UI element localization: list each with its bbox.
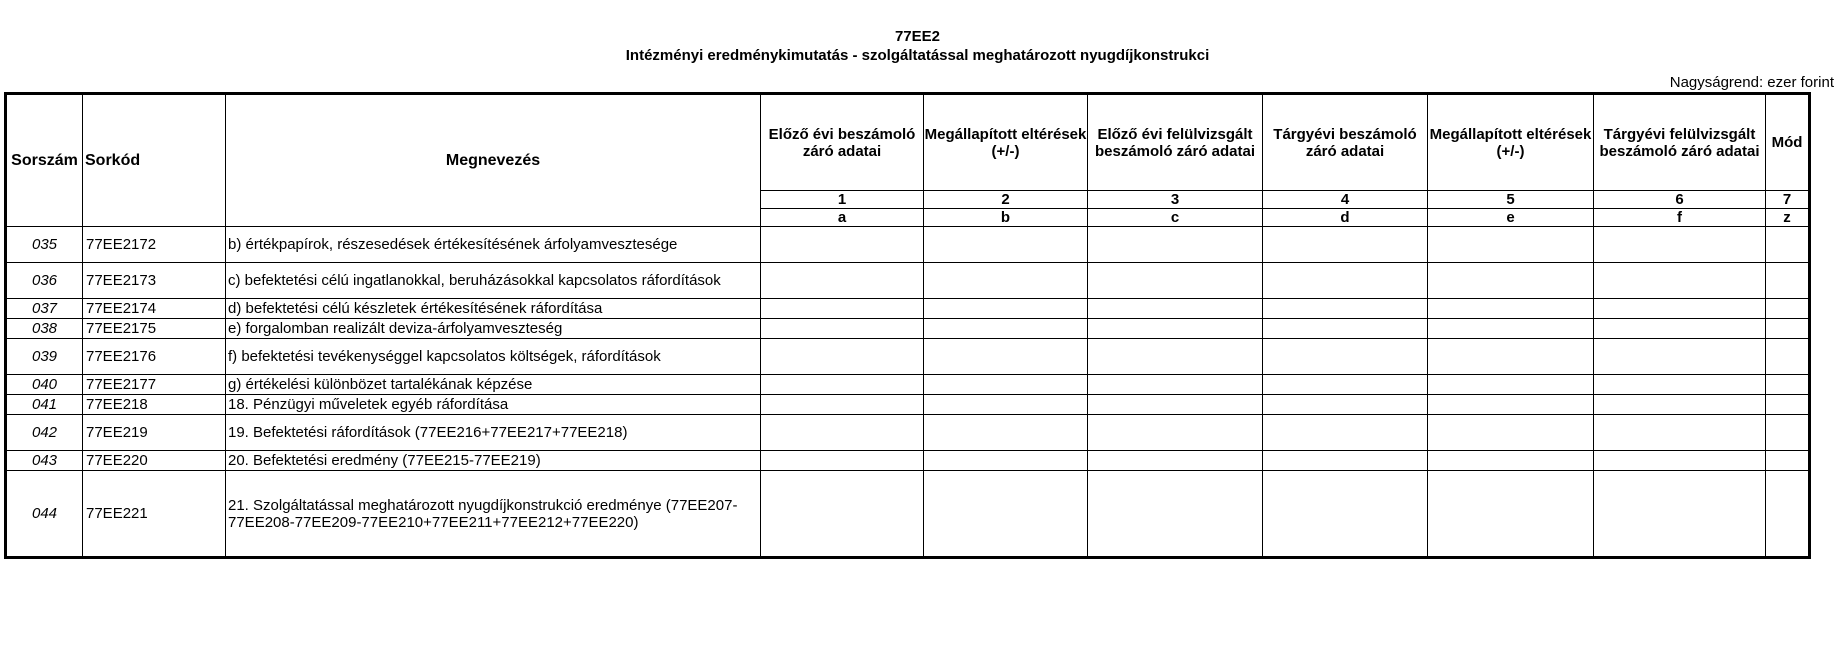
cell-f[interactable] <box>1594 395 1766 415</box>
col-number: 5 <box>1428 191 1594 209</box>
table-row <box>6 299 1810 319</box>
cell-z[interactable] <box>1766 451 1810 471</box>
header-col-4: Tárgyévi beszámoló záró adatai <box>1263 94 1428 191</box>
cell-a[interactable] <box>761 227 924 263</box>
row-megnevezes: 20. Befektetési eredmény (77EE215-77EE219) <box>226 451 761 471</box>
header-col-3: Előző évi felülvizsgált beszámoló záró adatai <box>1088 94 1263 191</box>
cell-c[interactable] <box>1088 319 1263 339</box>
cell-e[interactable] <box>1428 451 1594 471</box>
cell-a[interactable] <box>761 263 924 299</box>
cell-a[interactable] <box>761 451 924 471</box>
cell-c[interactable] <box>1088 339 1263 375</box>
cell-d[interactable] <box>1263 319 1428 339</box>
col-number: 7 <box>1766 191 1810 209</box>
row-sorszam: 036 <box>6 263 83 299</box>
cell-b[interactable] <box>924 299 1088 319</box>
cell-e[interactable] <box>1428 471 1594 558</box>
cell-z[interactable] <box>1766 471 1810 558</box>
cell-b[interactable] <box>924 227 1088 263</box>
cell-z[interactable] <box>1766 299 1810 319</box>
col-letter: c <box>1088 209 1263 227</box>
cell-d[interactable] <box>1263 339 1428 375</box>
row-megnevezes: b) értékpapírok, részesedések értékesítésének árfolyamvesztesége <box>226 227 761 263</box>
row-megnevezes: 21. Szolgáltatással meghatározott nyugdíjkonstrukció eredménye (77EE207-77EE208-77EE209-77EE210+77EE211+77EE212+77EE220) <box>226 471 761 558</box>
row-sorszam: 041 <box>6 395 83 415</box>
cell-f[interactable] <box>1594 415 1766 451</box>
row-sorszam: 043 <box>6 451 83 471</box>
row-megnevezes: c) befektetési célú ingatlanokkal, beruházásokkal kapcsolatos ráfordítások <box>226 263 761 299</box>
cell-c[interactable] <box>1088 227 1263 263</box>
col-letter: e <box>1428 209 1594 227</box>
row-megnevezes: f) befektetési tevékenységgel kapcsolatos költségek, ráfordítások <box>226 339 761 375</box>
cell-e[interactable] <box>1428 299 1594 319</box>
cell-b[interactable] <box>924 415 1088 451</box>
cell-z[interactable] <box>1766 263 1810 299</box>
cell-c[interactable] <box>1088 451 1263 471</box>
row-megnevezes: d) befektetési célú készletek értékesítésének ráfordítása <box>226 299 761 319</box>
cell-e[interactable] <box>1428 227 1594 263</box>
cell-f[interactable] <box>1594 451 1766 471</box>
header-sorkod: Sorkód <box>83 94 226 227</box>
cell-z[interactable] <box>1766 415 1810 451</box>
cell-f[interactable] <box>1594 319 1766 339</box>
col-number: 1 <box>761 191 924 209</box>
cell-f[interactable] <box>1594 299 1766 319</box>
cell-c[interactable] <box>1088 415 1263 451</box>
row-sorszam: 037 <box>6 299 83 319</box>
row-sorkod: 77EE2173 <box>83 263 226 299</box>
table-row <box>6 319 1810 339</box>
table-row <box>6 471 1810 558</box>
row-megnevezes: e) forgalomban realizált deviza-árfolyamveszteség <box>226 319 761 339</box>
cell-a[interactable] <box>761 415 924 451</box>
table-row <box>6 375 1810 395</box>
cell-e[interactable] <box>1428 415 1594 451</box>
cell-b[interactable] <box>924 375 1088 395</box>
header-col-7: Mód <box>1766 94 1810 191</box>
row-megnevezes: 18. Pénzügyi műveletek egyéb ráfordítása <box>226 395 761 415</box>
cell-d[interactable] <box>1263 375 1428 395</box>
cell-a[interactable] <box>761 319 924 339</box>
row-sorkod: 77EE2174 <box>83 299 226 319</box>
cell-z[interactable] <box>1766 375 1810 395</box>
row-sorszam: 039 <box>6 339 83 375</box>
row-sorkod: 77EE2175 <box>83 319 226 339</box>
cell-f[interactable] <box>1594 471 1766 558</box>
cell-a[interactable] <box>761 375 924 395</box>
report-table-wrapper <box>4 92 1811 559</box>
header-col-1: Előző évi beszámoló záró adatai <box>761 94 924 191</box>
cell-e[interactable] <box>1428 395 1594 415</box>
row-sorkod: 77EE2177 <box>83 375 226 395</box>
col-number: 6 <box>1594 191 1766 209</box>
header-megnevezes: Megnevezés <box>226 94 761 227</box>
table-row <box>6 339 1810 375</box>
row-sorszam: 035 <box>6 227 83 263</box>
cell-e[interactable] <box>1428 375 1594 395</box>
table-row <box>6 263 1810 299</box>
header-col-5: Megállapított eltérések (+/-) <box>1428 94 1594 191</box>
cell-d[interactable] <box>1263 263 1428 299</box>
cell-b[interactable] <box>924 395 1088 415</box>
table-row <box>6 395 1810 415</box>
cell-c[interactable] <box>1088 299 1263 319</box>
form-subtitle: Intézményi eredménykimutatás - szolgáltatással meghatározott nyugdíjkonstrukci <box>625 47 1210 64</box>
cell-e[interactable] <box>1428 263 1594 299</box>
header-sorszam: Sorszám <box>6 94 83 227</box>
col-letter: b <box>924 209 1088 227</box>
col-letter: a <box>761 209 924 227</box>
row-megnevezes: g) értékelési különbözet tartalékának képzése <box>226 375 761 395</box>
cell-d[interactable] <box>1263 451 1428 471</box>
cell-z[interactable] <box>1766 319 1810 339</box>
cell-a[interactable] <box>761 471 924 558</box>
table-row <box>6 227 1810 263</box>
cell-a[interactable] <box>761 299 924 319</box>
cell-z[interactable] <box>1766 395 1810 415</box>
row-megnevezes: 19. Befektetési ráfordítások (77EE216+77EE217+77EE218) <box>226 415 761 451</box>
cell-d[interactable] <box>1263 471 1428 558</box>
cell-c[interactable] <box>1088 263 1263 299</box>
cell-a[interactable] <box>761 395 924 415</box>
cell-d[interactable] <box>1263 415 1428 451</box>
cell-f[interactable] <box>1594 339 1766 375</box>
row-sorkod: 77EE2172 <box>83 227 226 263</box>
cell-f[interactable] <box>1594 263 1766 299</box>
cell-b[interactable] <box>924 339 1088 375</box>
row-sorszam: 038 <box>6 319 83 339</box>
cell-b[interactable] <box>924 471 1088 558</box>
col-number: 2 <box>924 191 1088 209</box>
cell-d[interactable] <box>1263 227 1428 263</box>
cell-b[interactable] <box>924 263 1088 299</box>
row-sorkod: 77EE221 <box>83 471 226 558</box>
cell-d[interactable] <box>1263 299 1428 319</box>
col-letter: f <box>1594 209 1766 227</box>
cell-c[interactable] <box>1088 395 1263 415</box>
col-number: 3 <box>1088 191 1263 209</box>
table-row <box>6 451 1810 471</box>
header-col-6: Tárgyévi felülvizsgált beszámoló záró adatai <box>1594 94 1766 191</box>
cell-f[interactable] <box>1594 375 1766 395</box>
table-row <box>6 415 1810 451</box>
row-sorszam: 042 <box>6 415 83 451</box>
cell-e[interactable] <box>1428 319 1594 339</box>
form-code-title: 77EE2 <box>894 28 941 45</box>
cell-d[interactable] <box>1263 395 1428 415</box>
col-number: 4 <box>1263 191 1428 209</box>
row-sorkod: 77EE219 <box>83 415 226 451</box>
cell-f[interactable] <box>1594 227 1766 263</box>
row-sorkod: 77EE220 <box>83 451 226 471</box>
cell-b[interactable] <box>924 451 1088 471</box>
cell-z[interactable] <box>1766 339 1810 375</box>
cell-e[interactable] <box>1428 339 1594 375</box>
row-sorkod: 77EE218 <box>83 395 226 415</box>
row-sorszam: 044 <box>6 471 83 558</box>
report-table <box>4 92 1811 559</box>
header-col-2: Megállapított eltérések (+/-) <box>924 94 1088 191</box>
unit-note: Nagyságrend: ezer forint <box>1669 74 1834 91</box>
col-letter: d <box>1263 209 1428 227</box>
row-sorszam: 040 <box>6 375 83 395</box>
cell-c[interactable] <box>1088 375 1263 395</box>
cell-a[interactable] <box>761 339 924 375</box>
col-letter: z <box>1766 209 1810 227</box>
cell-c[interactable] <box>1088 471 1263 558</box>
cell-b[interactable] <box>924 319 1088 339</box>
row-sorkod: 77EE2176 <box>83 339 226 375</box>
cell-z[interactable] <box>1766 227 1810 263</box>
